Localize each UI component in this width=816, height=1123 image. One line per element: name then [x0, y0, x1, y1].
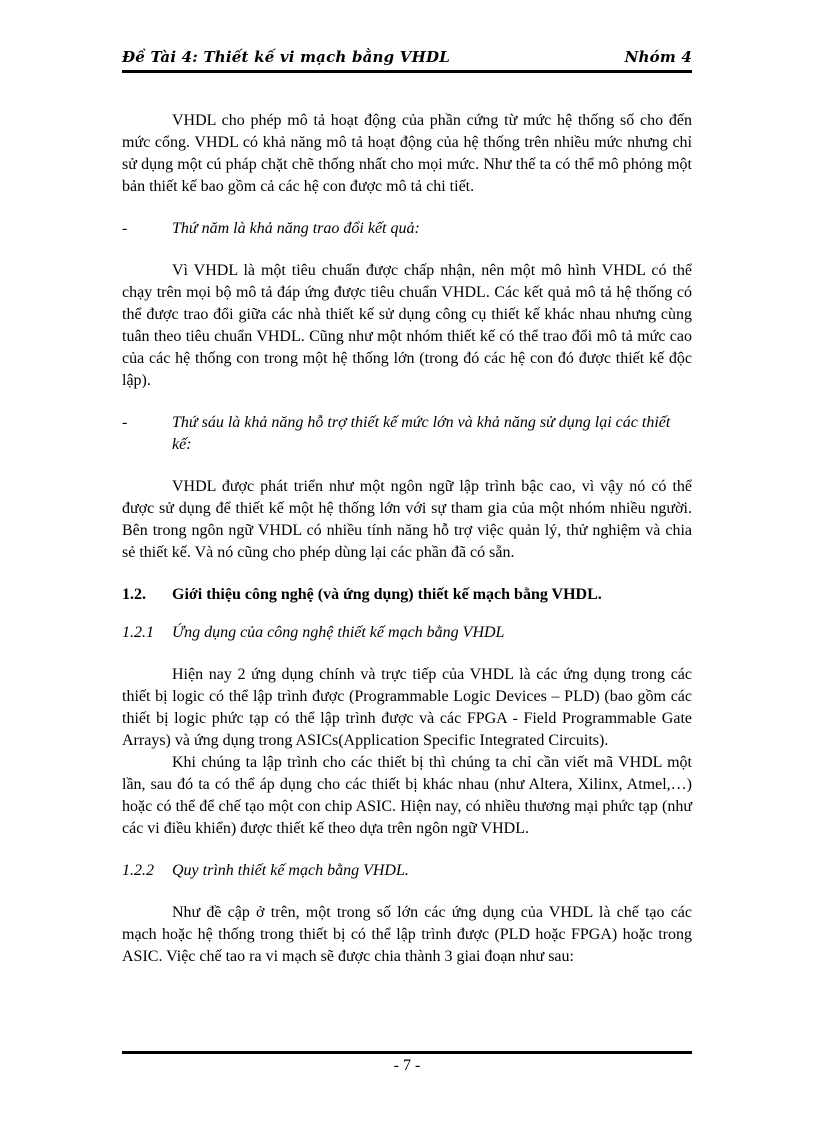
subsection-number: 1.2.1: [122, 624, 154, 641]
bullet-reuse: [122, 412, 692, 456]
bullet-exchange: [122, 218, 692, 240]
section-number: 1.2.: [122, 586, 146, 603]
footer-rule: [122, 1051, 692, 1054]
bullet-dash: -: [122, 414, 128, 431]
page-content: [122, 110, 692, 968]
subsection-number: 1.2.2: [122, 862, 154, 879]
header-group: Nhóm 4: [624, 48, 692, 66]
paragraph-exchange: Vì VHDL là một tiêu chuẩn được chấp nhận, nên một mô hình VHDL có thể chạy trên mọi bộ mô tả đáp ứng được tiêu chuẩn VHDL. Các kết quả mô tả hệ thống có thể được trao đổi giữa các nhà thiết kế sử dụng công cụ thiết kế khác nhau nhưng cùng tuân theo tiêu chuẩn VHDL. Cũng như một nhóm thiết kế có thể trao đổi mô tả mức cao của các hệ thống con trong một hệ thống lớn (trong đó các hệ con đó được thiết kế độc lập).: [122, 262, 692, 389]
header-title: Đề Tài 4: Thiết kế vi mạch bằng VHDL: [122, 48, 450, 66]
bullet-dash: -: [122, 220, 128, 237]
section-title: Giới thiệu công nghệ (và ứng dụng) thiết kế mạch bằng VHDL.: [172, 586, 602, 603]
subsection-heading-1-2-2: [122, 860, 692, 882]
subsection-heading-1-2-1: [122, 622, 692, 644]
paragraph-programming: Khi chúng ta lập trình cho các thiết bị thì chúng ta chỉ cần viết mã VHDL một lần, sau đó ta có thể áp dụng cho các thiết bị khác nhau (như Altera, Xilinx, Atmel,…) hoặc có thể để chế tạo một con chip ASIC. Hiện nay, có nhiều thương mại phức tạp (như các vi điều khiển) được thiết kế theo dựa trên ngôn ngữ VHDL.: [122, 754, 692, 837]
paragraph-vhdl-levels: VHDL cho phép mô tả hoạt động của phần cứng từ mức hệ thống số cho đến mức cổng. VHDL có khả năng mô tả hoạt động của hệ thống trên nhiều mức nhưng chỉ sử dụng một cú pháp chặt chẽ thống nhất cho mọi mức. Như thế ta có thể mô phỏng một bản thiết kế bao gồm cả các hệ con được mô tả chi tiết.: [122, 112, 692, 195]
bullet-reuse-text: Thứ sáu là khả năng hỗ trợ thiết kế mức lớn và khả năng sử dụng lại các thiết kế:: [172, 414, 671, 453]
paragraph-reuse: VHDL được phát triển như một ngôn ngữ lập trình bậc cao, vì vậy nó có thể được sử dụng để thiết kế một hệ thống lớn với sự tham gia của một nhóm nhiều người. Bên trong ngôn ngữ VHDL có nhiều tính năng hỗ trợ việc quản lý, thử nghiệm và chia sẻ thiết kế. Và nó cũng cho phép dùng lại các phần đã có sẵn.: [122, 478, 692, 561]
section-heading-1-2: [122, 584, 692, 606]
paragraph-applications: Hiện nay 2 ứng dụng chính và trực tiếp của VHDL là các ứng dụng trong các thiết bị logic có thể lập trình được (Programmable Logic Devices – PLD) (bao gồm các thiết bị logic phức tạp có thể lập trình được và các FPGA - Field Programmable Gate Arrays) và ứng dụng trong ASICs(Application Specific Integrated Circuits).: [122, 666, 692, 749]
subsection-title: Quy trình thiết kế mạch bằng VHDL.: [172, 862, 409, 879]
page-number: - 7 -: [393, 1057, 421, 1074]
subsection-title: Ứng dụng của công nghệ thiết kế mạch bằng VHDL: [172, 624, 505, 641]
paragraph-design-process: Như đề cập ở trên, một trong số lớn các ứng dụng của VHDL là chế tạo các mạch hoặc hệ thống trong thiết bị có thể lập trình được (PLD hoặc FPGA) hoặc trong ASIC. Việc chế tao ra vi mạch sẽ được chia thành 3 giai đoạn như sau:: [122, 904, 692, 965]
page-header: [122, 44, 692, 73]
bullet-exchange-text: Thứ năm là khả năng trao đổi kết quả:: [172, 220, 420, 237]
